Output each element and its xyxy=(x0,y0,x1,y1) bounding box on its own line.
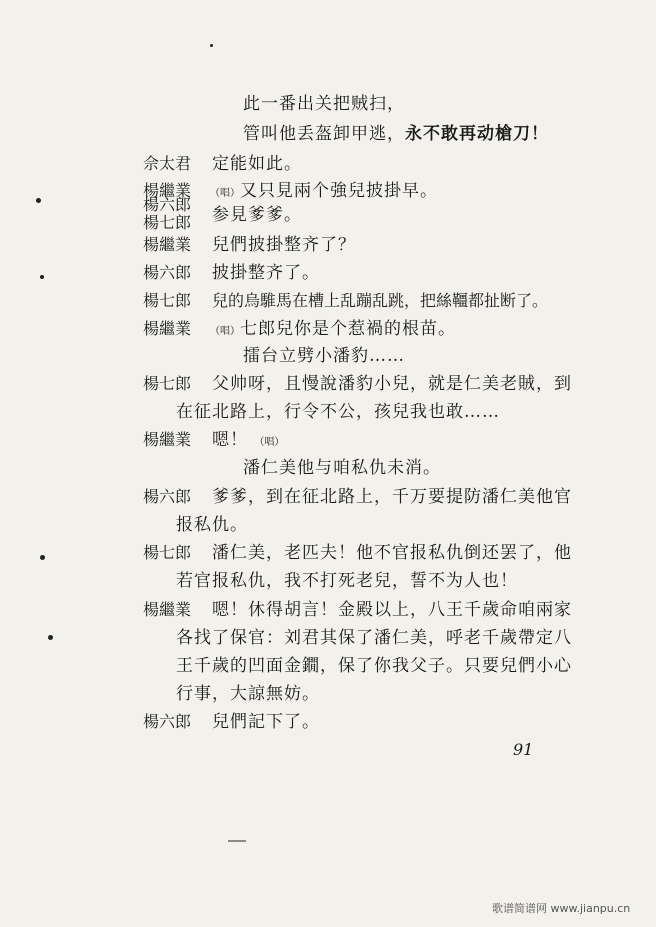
speaker-name: 楊繼業 xyxy=(143,235,192,254)
verse-line: 此一番出关把贼扫， xyxy=(243,94,405,114)
page-number: 91 xyxy=(513,740,534,759)
dialogue-text: 潘仁美，老匹夫！他不官报私仇倒还罢了，他 xyxy=(212,543,572,563)
speaker-name: 楊繼業 xyxy=(143,181,192,200)
speaker-name: 楊六郎 xyxy=(143,263,192,282)
dialogue-content: 七郎兒你是个惹禍的根苗。 xyxy=(240,319,456,339)
dialogue-text: 父帅呀，且慢說潘豹小兒，就是仁美老賊，到 xyxy=(212,374,572,394)
dialogue-continuation: 行事，大諒無妨。 xyxy=(176,684,320,704)
verse-text-bold: 永不敢再动槍刀！ xyxy=(405,124,549,144)
dialogue-text: 爹爹，到在征北路上，千万要提防潘仁美他官 xyxy=(212,487,572,507)
speaker-name: 楊六郎 xyxy=(143,487,192,506)
dialogue-continuation: 在征北路上，行令不公，孩兒我也敢…… xyxy=(176,402,500,422)
dialogue-text: 兒的烏騅馬在槽上乱蹦乱跳，把絲韁都扯断了。 xyxy=(212,291,549,310)
speaker-stack xyxy=(143,196,191,232)
dialogue-continuation: 各找了保官：刘君其保了潘仁美，呼老千歲帶定八 xyxy=(176,628,572,648)
stage-note: （唱） xyxy=(210,326,240,337)
dialogue-continuation: 报私仇。 xyxy=(176,515,248,535)
dialogue-text xyxy=(210,319,456,342)
dialogue-text: 兒們披掛整齐了？ xyxy=(212,235,356,255)
stage-note: （唱） xyxy=(254,437,285,448)
verse-text: 管叫他丢盔卸甲逃， xyxy=(243,124,405,144)
dialogue-content: 又只見兩个強兒披掛早。 xyxy=(240,181,438,201)
dialogue-text: 定能如此。 xyxy=(212,154,302,174)
verse-line xyxy=(243,124,549,144)
dialogue-text xyxy=(212,430,284,453)
scan-speck xyxy=(210,44,213,47)
dialogue-text: 兒們記下了。 xyxy=(212,712,320,732)
speaker-name: 楊繼業 xyxy=(143,600,192,619)
stage-note: （唱） xyxy=(210,188,240,199)
dialogue-content: 嗯！ xyxy=(212,430,248,450)
speaker-name: 佘太君 xyxy=(143,154,192,173)
speaker-name: 楊六郎 xyxy=(143,712,192,731)
scan-speck xyxy=(36,198,41,203)
speaker-name: 楊六郎 xyxy=(143,195,192,214)
verse-line: 擂台立劈小潘豹…… xyxy=(243,346,405,366)
scan-speck xyxy=(40,555,45,560)
dialogue-text: 嗯！休得胡言！金殿以上，八王千歲命咱兩家 xyxy=(212,600,572,620)
dialogue-continuation: 若官报私仇，我不打死老兒，誓不为人也！ xyxy=(176,571,518,591)
scan-speck xyxy=(48,635,53,640)
dialogue-text: 披掛整齐了。 xyxy=(212,263,320,283)
dialogue-text xyxy=(210,181,438,204)
speaker-name: 楊七郎 xyxy=(143,543,192,562)
speaker-name: 楊繼業 xyxy=(143,430,192,449)
watermark-text: 歌谱简谱网 www.jianpu.cn xyxy=(492,902,631,915)
speaker-name: 楊七郎 xyxy=(143,291,192,310)
dialogue-continuation: 王千歲的凹面金鐗，保了你我父子。只要兒們小心 xyxy=(176,656,572,676)
speaker-name: 楊七郎 xyxy=(143,213,192,232)
speaker-name: 楊繼業 xyxy=(143,319,192,338)
scan-mark xyxy=(228,840,246,842)
dialogue-text: 参見爹爹。 xyxy=(212,205,302,225)
speaker-name: 楊七郎 xyxy=(143,374,192,393)
verse-line: 潘仁美他与咱私仇未消。 xyxy=(243,458,441,478)
scan-speck xyxy=(40,275,44,279)
